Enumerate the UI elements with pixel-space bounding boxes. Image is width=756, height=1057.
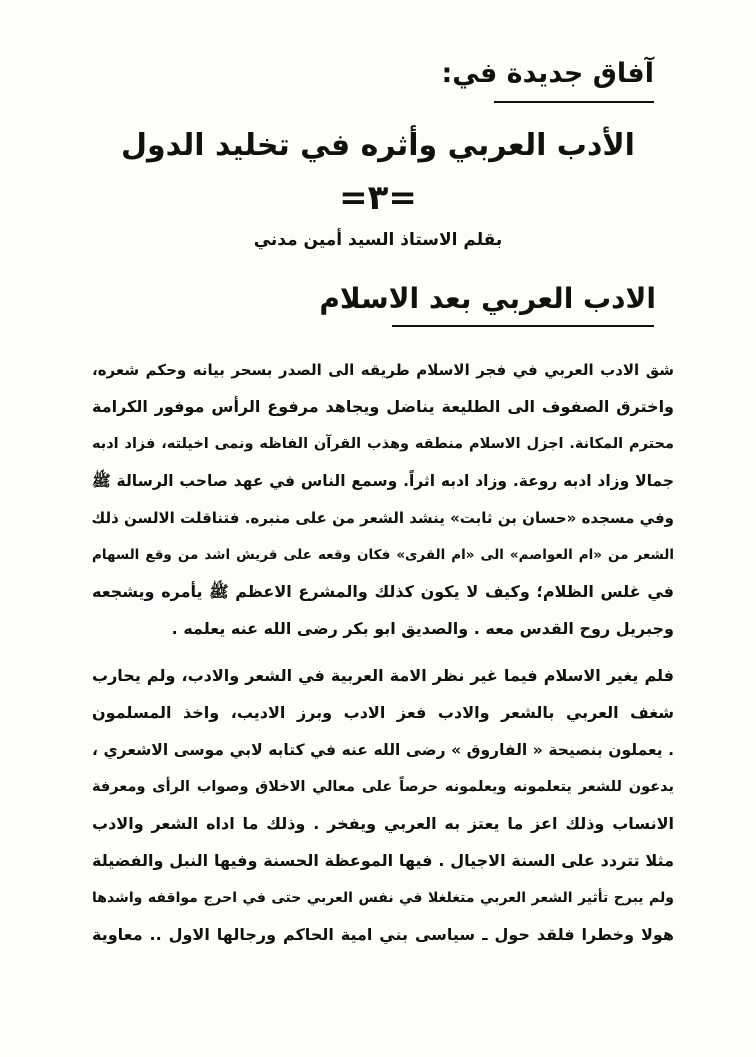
paragraph-1-line: وجبريل روح القدس معه . والصديق ابو بكر رضى الله عنه يعلمه .	[171, 619, 674, 638]
paragraph-2-line: ولم يبرح تأثير الشعر العربي متغلغلا في نفس العربي حتى في احرج مواقفه واشدها	[92, 890, 674, 906]
part-number: =۳=	[339, 178, 417, 218]
paragraph-1-line: الشعر من «ام العواصم» الى «ام القرى» فكان وقعه على قريش اشد من وقع السهام	[92, 547, 674, 563]
paragraph-2-line: مثلا تتردد على السنة الاجيال . فيها الموعظة الحسنة وفيها النبل والفضيلة	[92, 851, 674, 870]
article-title: الأدب العربي وأثره في تخليد الدول	[121, 128, 635, 163]
section-heading: الادب العربي بعد الاسلام	[319, 282, 656, 315]
section-label: آفاق جديدة في:	[441, 58, 654, 89]
paragraph-1-line: واخترق الصفوف الى الطليعة يناضل ويجاهد مرفوع الرأس موفور الكرامة	[92, 397, 674, 416]
paragraph-2-line: الانساب وذلك اعز ما يعتز به العربي ويفخر . وذلك ما اداه الشعر والادب	[92, 814, 674, 833]
paragraph-2-line: يدعون للشعر يتعلمونه ويعلمونه حرصاً على معالي الاخلاق وصواب الرأى ومعرفة	[92, 779, 674, 795]
paragraph-1-line: في غلس الظلام؛ وكيف لا يكون كذلك والمشرع الاعظم ﷺ يأمره ويشجعه	[92, 582, 674, 601]
paragraph-2-line: شغف العربي بالشعر والادب فعز الادب وبرز الاديب، واخذ المسلمون	[92, 703, 674, 722]
paragraph-1-line: محترم المكانة. اجزل الاسلام منطقه وهذب القرآن الفاظه ونمى اخيلته، فزاد ادبه	[92, 436, 674, 452]
paragraph-1-line: جمالا وزاد ادبه روعة. وزاد ادبه اثراً. وسمع الناس في عهد صاحب الرسالة ﷺ	[92, 472, 674, 490]
paragraph-2-line: فلم يغير الاسلام فيما غير نظر الامة العربية في الشعر والادب، ولم يحارب	[92, 666, 674, 685]
header-underline	[494, 101, 654, 103]
paragraph-2-line: . يعملون بنصيحة « الفاروق » رضى الله عنه في كتابه لابي موسى الاشعري ،	[92, 741, 674, 759]
paragraph-2-line: هولا وخطرا فلقد حول ـ سياسى بني امية الحاكم ورجالها الاول .. معاوية	[92, 925, 674, 944]
paragraph-1-line: شق الادب العربي في فجر الاسلام طريقه الى الصدر بسحر بيانه وحكم شعره،	[92, 361, 674, 379]
section-heading-underline	[392, 325, 654, 327]
author-byline: بقلم الاستاذ السيد أمين مدني	[253, 230, 503, 250]
paragraph-1-line: وفي مسجده «حسان بن ثابت» ينشد الشعر من على منبره. فتناقلت الالسن ذلك	[92, 509, 674, 527]
